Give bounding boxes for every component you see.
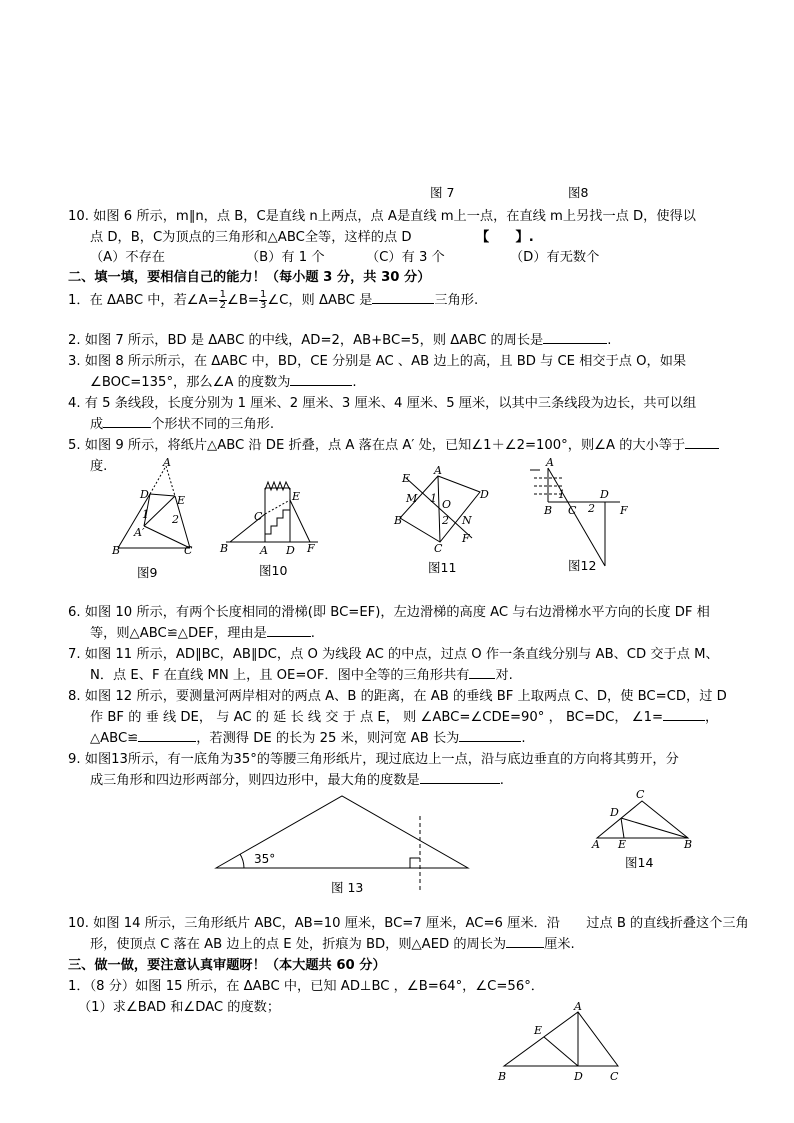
svg-text:F: F (462, 532, 470, 545)
q10-option-a: （A）不存在 (90, 250, 165, 265)
fill2: 2. 如图 7 所示，BD 是 ΔABC 的中线，AD=2，AB+BC=5，则 ΔABC 的周长是 . (68, 333, 612, 348)
svg-text:35°: 35° (254, 852, 276, 866)
fill3-line1: 3. 如图 8 所示所示，在 ΔABC 中，BD，CE 分别是 AC 、AB 边上的高，且 BD 与 CE 相交于点 O，如果 (68, 354, 687, 369)
svg-text:B: B (112, 544, 121, 557)
svg-text:1: 1 (558, 488, 565, 501)
q10-option-b: （B）有 1 个 (246, 250, 325, 265)
figure-11 (393, 464, 489, 555)
svg-text:B: B (220, 542, 229, 555)
svg-text:1: 1 (142, 508, 149, 521)
svg-text:1: 1 (430, 492, 437, 505)
fill8-line3: △ABC≌ ，若测得 DE 的长为 25 米，则河宽 AB 长为 . (90, 731, 526, 746)
figure-13 (216, 796, 468, 891)
svg-text:A: A (260, 544, 268, 557)
fill5-line2: 度. (90, 459, 108, 474)
fill10-line1: 10. 如图 14 所示，三角形纸片 ABC，AB=10 厘米，BC=7 厘米，AC=6 厘米．沿 过点 B 的直线折叠这个三角 (68, 916, 749, 931)
figure-9 (111, 456, 193, 557)
figures-13-14 (200, 786, 700, 896)
svg-text:C: C (254, 510, 263, 523)
fill9-line2: 成三角形和四边形两部分，则四边形中，最大角的度数是 . (90, 773, 504, 788)
svg-text:A: A (434, 464, 442, 477)
s1-line1: 1．（8 分）如图 15 所示，在 ΔABC 中，已知 AD⊥BC ，∠B=64°，∠C=56°． (68, 979, 544, 994)
svg-text:A: A (574, 1000, 582, 1013)
fill4-line2: 成 个形状不同的三角形. (90, 417, 275, 432)
svg-text:E: E (402, 472, 411, 485)
svg-text:E: E (292, 490, 301, 503)
svg-text:D: D (480, 488, 489, 501)
caption-fig10: 图10 (259, 563, 288, 578)
svg-text:O: O (442, 498, 452, 511)
svg-text:A: A (546, 456, 554, 469)
svg-text:C: C (568, 504, 577, 517)
fill3-line2: ∠BOC=135°，那么∠A 的度数为 . (90, 375, 357, 390)
figure-12 (530, 456, 628, 566)
svg-text:2: 2 (442, 514, 449, 527)
q10-bracket: 【 】. (476, 230, 534, 245)
fraction-half: $\frac{1}{2}$ (219, 288, 227, 311)
fill9-line1: 9. 如图13所示，有一底角为35°的等腰三角形纸片，现过底边上一点，沿与底边垂直的方向将其剪开，分 (68, 752, 679, 767)
fill7-line1: 7. 如图 11 所示，AD∥BC，AB∥DC，点 O 为线段 AC 的中点，过点 O 作一条直线分别与 AB、CD 交于点 M、 (68, 647, 719, 662)
fill10-line2: 形，使顶点 C 落在 AB 边上的点 E 处，折痕为 BD，则△AED 的周长为 厘米. (90, 937, 575, 952)
svg-text:D: D (286, 544, 295, 557)
q10-option-d: （D）有无数个 (510, 250, 600, 265)
svg-text:A′: A′ (134, 526, 145, 539)
svg-text:F: F (307, 542, 315, 555)
svg-text:E: E (618, 838, 627, 851)
caption-fig8: 图8 (568, 185, 589, 200)
svg-text:C: C (434, 542, 443, 555)
svg-text:E: E (534, 1024, 543, 1037)
caption-fig13: 图 13 (331, 880, 364, 895)
fill5-line1: 5. 如图 9 所示，将纸片△ABC 沿 DE 折叠，点 A 落在点 A′ 处，已知∠1＋∠2=100°，则∠A 的大小等于 (68, 434, 719, 453)
fill8-line2: 作 BF 的 垂 线 DE， 与 AC 的 延 长 线 交 于 点 E， 则 ∠ABC=∠CDE=90° ， BC=DC， ∠1= ， (90, 710, 719, 725)
svg-text:D: D (600, 488, 609, 501)
caption-fig7: 图 7 (430, 185, 455, 200)
q10-line2: 点 D，B，C为顶点的三角形和△ABC全等，这样的点 D (90, 230, 412, 245)
fill4-line1: 4. 有 5 条线段，长度分别为 1 厘米、2 厘米、3 厘米、4 厘米、5 厘米，以其中三条线段为边长，共可以组 (68, 396, 697, 411)
figure-14 (591, 788, 692, 851)
section3-title: 三、做一做，要注意认真审题呀！（本大题共 60 分） (68, 958, 386, 973)
svg-text:B: B (498, 1070, 507, 1083)
svg-text:C: C (184, 544, 193, 557)
svg-text:A: A (163, 456, 171, 469)
caption-fig14: 图14 (625, 855, 654, 870)
svg-text:B: B (544, 504, 553, 517)
svg-text:M: M (406, 492, 418, 505)
svg-text:2: 2 (172, 513, 179, 526)
s1-line2: （1）求∠BAD 和∠DAC 的度数； (78, 1000, 281, 1015)
caption-fig12: 图12 (568, 558, 597, 573)
svg-text:D: D (610, 806, 619, 819)
section2-title: 二、填一填，要相信自己的能力！（每小题 3 分，共 30 分） (68, 270, 431, 285)
svg-text:B: B (684, 838, 693, 851)
q10-option-c: （C）有 3 个 (366, 250, 445, 265)
fill8-line1: 8. 如图 12 所示，要测量河两岸相对的两点 A、B 的距离，在 AB 的垂线 BF 上取两点 C、D，使 BC=CD，过 D (68, 689, 727, 704)
fill7-line2: N．点 E、F 在直线 MN 上，且 OE=OF．图中全等的三角形共有 对. (90, 668, 513, 683)
svg-text:C: C (636, 788, 645, 801)
svg-text:C: C (610, 1070, 619, 1083)
fill6-line1: 6. 如图 10 所示，有两个长度相同的滑梯(即 BC=EF)，左边滑梯的高度 AC 与右边滑梯水平方向的长度 DF 相 (68, 605, 710, 620)
caption-fig9: 图9 (137, 565, 158, 580)
svg-text:D: D (140, 488, 149, 501)
fraction-third: $\frac{1}{3}$ (259, 288, 267, 311)
q10-line1: 10. 如图 6 所示，m∥n，点 B，C是直线 n上两点，点 A是直线 m上一点，在直线 m上另找一点 D，使得以 (68, 209, 696, 224)
fill1: 1．在 ΔABC 中，若∠A= $\frac{1}{2}$ ∠B= $\frac{1}{3}$ ∠C，则 ΔABC 是 三角形. (68, 288, 479, 311)
svg-text:A: A (592, 838, 600, 851)
svg-text:N: N (462, 514, 472, 527)
figure-10 (219, 482, 318, 557)
fill6-line2: 等，则△ABC≌△DEF，理由是 . (90, 626, 315, 641)
svg-text:F: F (620, 504, 628, 517)
svg-text:B: B (394, 514, 403, 527)
figure-15 (494, 1000, 634, 1090)
svg-text:D: D (574, 1070, 583, 1083)
caption-fig11: 图11 (428, 560, 457, 575)
svg-text:2: 2 (588, 502, 595, 515)
svg-text:E: E (177, 494, 186, 507)
